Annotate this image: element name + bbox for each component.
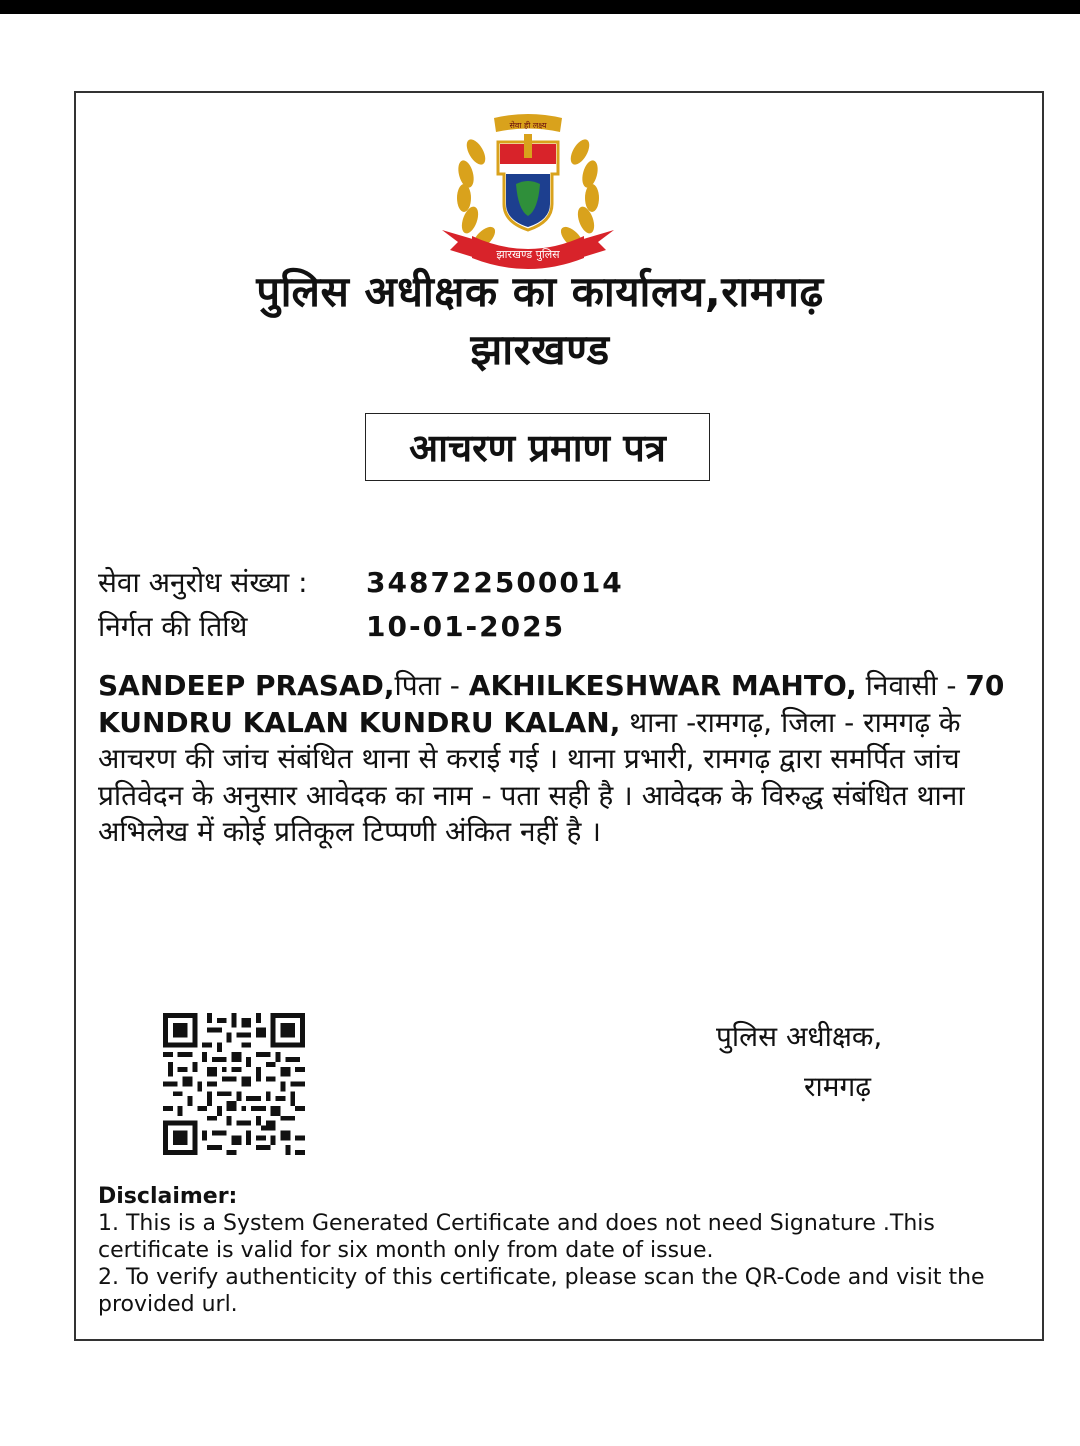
disclaimer-line-2: 2. To verify authenticity of this certificate, please scan the QR-Code and visit the provided url. xyxy=(98,1265,985,1317)
emblem-banner-text: झारखण्ड पुलिस xyxy=(496,248,560,261)
request-number-value: 348722500014 xyxy=(366,565,624,599)
certificate-heading xyxy=(365,413,710,481)
disclaimer-line-1: 1. This is a System Generated Certificate and does not need Signature .This certificate is valid for six month only from date of issue. xyxy=(98,1211,935,1263)
applicant-name: SANDEEP PRASAD, xyxy=(98,669,395,702)
disclaimer-heading: Disclaimer: xyxy=(98,1184,238,1209)
office-state: झारखण्ड xyxy=(470,325,610,374)
certificate-body xyxy=(98,668,1028,851)
jharkhand-police-emblem-icon xyxy=(436,112,620,272)
signature-title: पुलिस अधीक्षक, xyxy=(716,1020,883,1053)
request-number-label: सेवा अनुरोध संख्या : xyxy=(98,566,308,599)
qr-code-icon[interactable] xyxy=(163,1013,305,1155)
office-title: पुलिस अधीक्षक का कार्यालय,रामगढ़ xyxy=(256,267,824,316)
disclaimer xyxy=(98,1183,998,1318)
top-bar xyxy=(0,0,1080,14)
body-rest-text: थाना -रामगढ़, जिला - रामगढ़ के आचरण की जांच संबंधित थाना से कराई गई । थाना प्रभारी, रामगढ़ द्वारा समर्पित जांच प्रतिवेदन के अनुसार आवेदक का नाम - पता सही है । आवेदक के विरुद्ध संबंधित थाना अभिलेख में कोई प्रतिकूल टिप्पणी अंकित नहीं है । xyxy=(98,705,965,848)
signature-place: रामगढ़ xyxy=(804,1070,871,1103)
request-number-row xyxy=(98,562,624,602)
address-label: निवासी - xyxy=(856,669,966,702)
issue-date-label: निर्गत की तिथि xyxy=(98,610,248,643)
father-label: पिता - xyxy=(394,669,469,702)
address: 70 KUNDRU KALAN KUNDRU KALAN, xyxy=(98,669,1005,739)
emblem-motto-text: सेवा ही लक्ष्य xyxy=(509,121,547,130)
father-name: AKHILKESHWAR MAHTO, xyxy=(468,669,857,702)
issue-date-value: 10-01-2025 xyxy=(366,609,566,643)
certificate-heading-text: आचरण प्रमाण पत्र xyxy=(409,426,666,470)
issue-date-row xyxy=(98,606,565,646)
signature-block xyxy=(716,1012,882,1112)
